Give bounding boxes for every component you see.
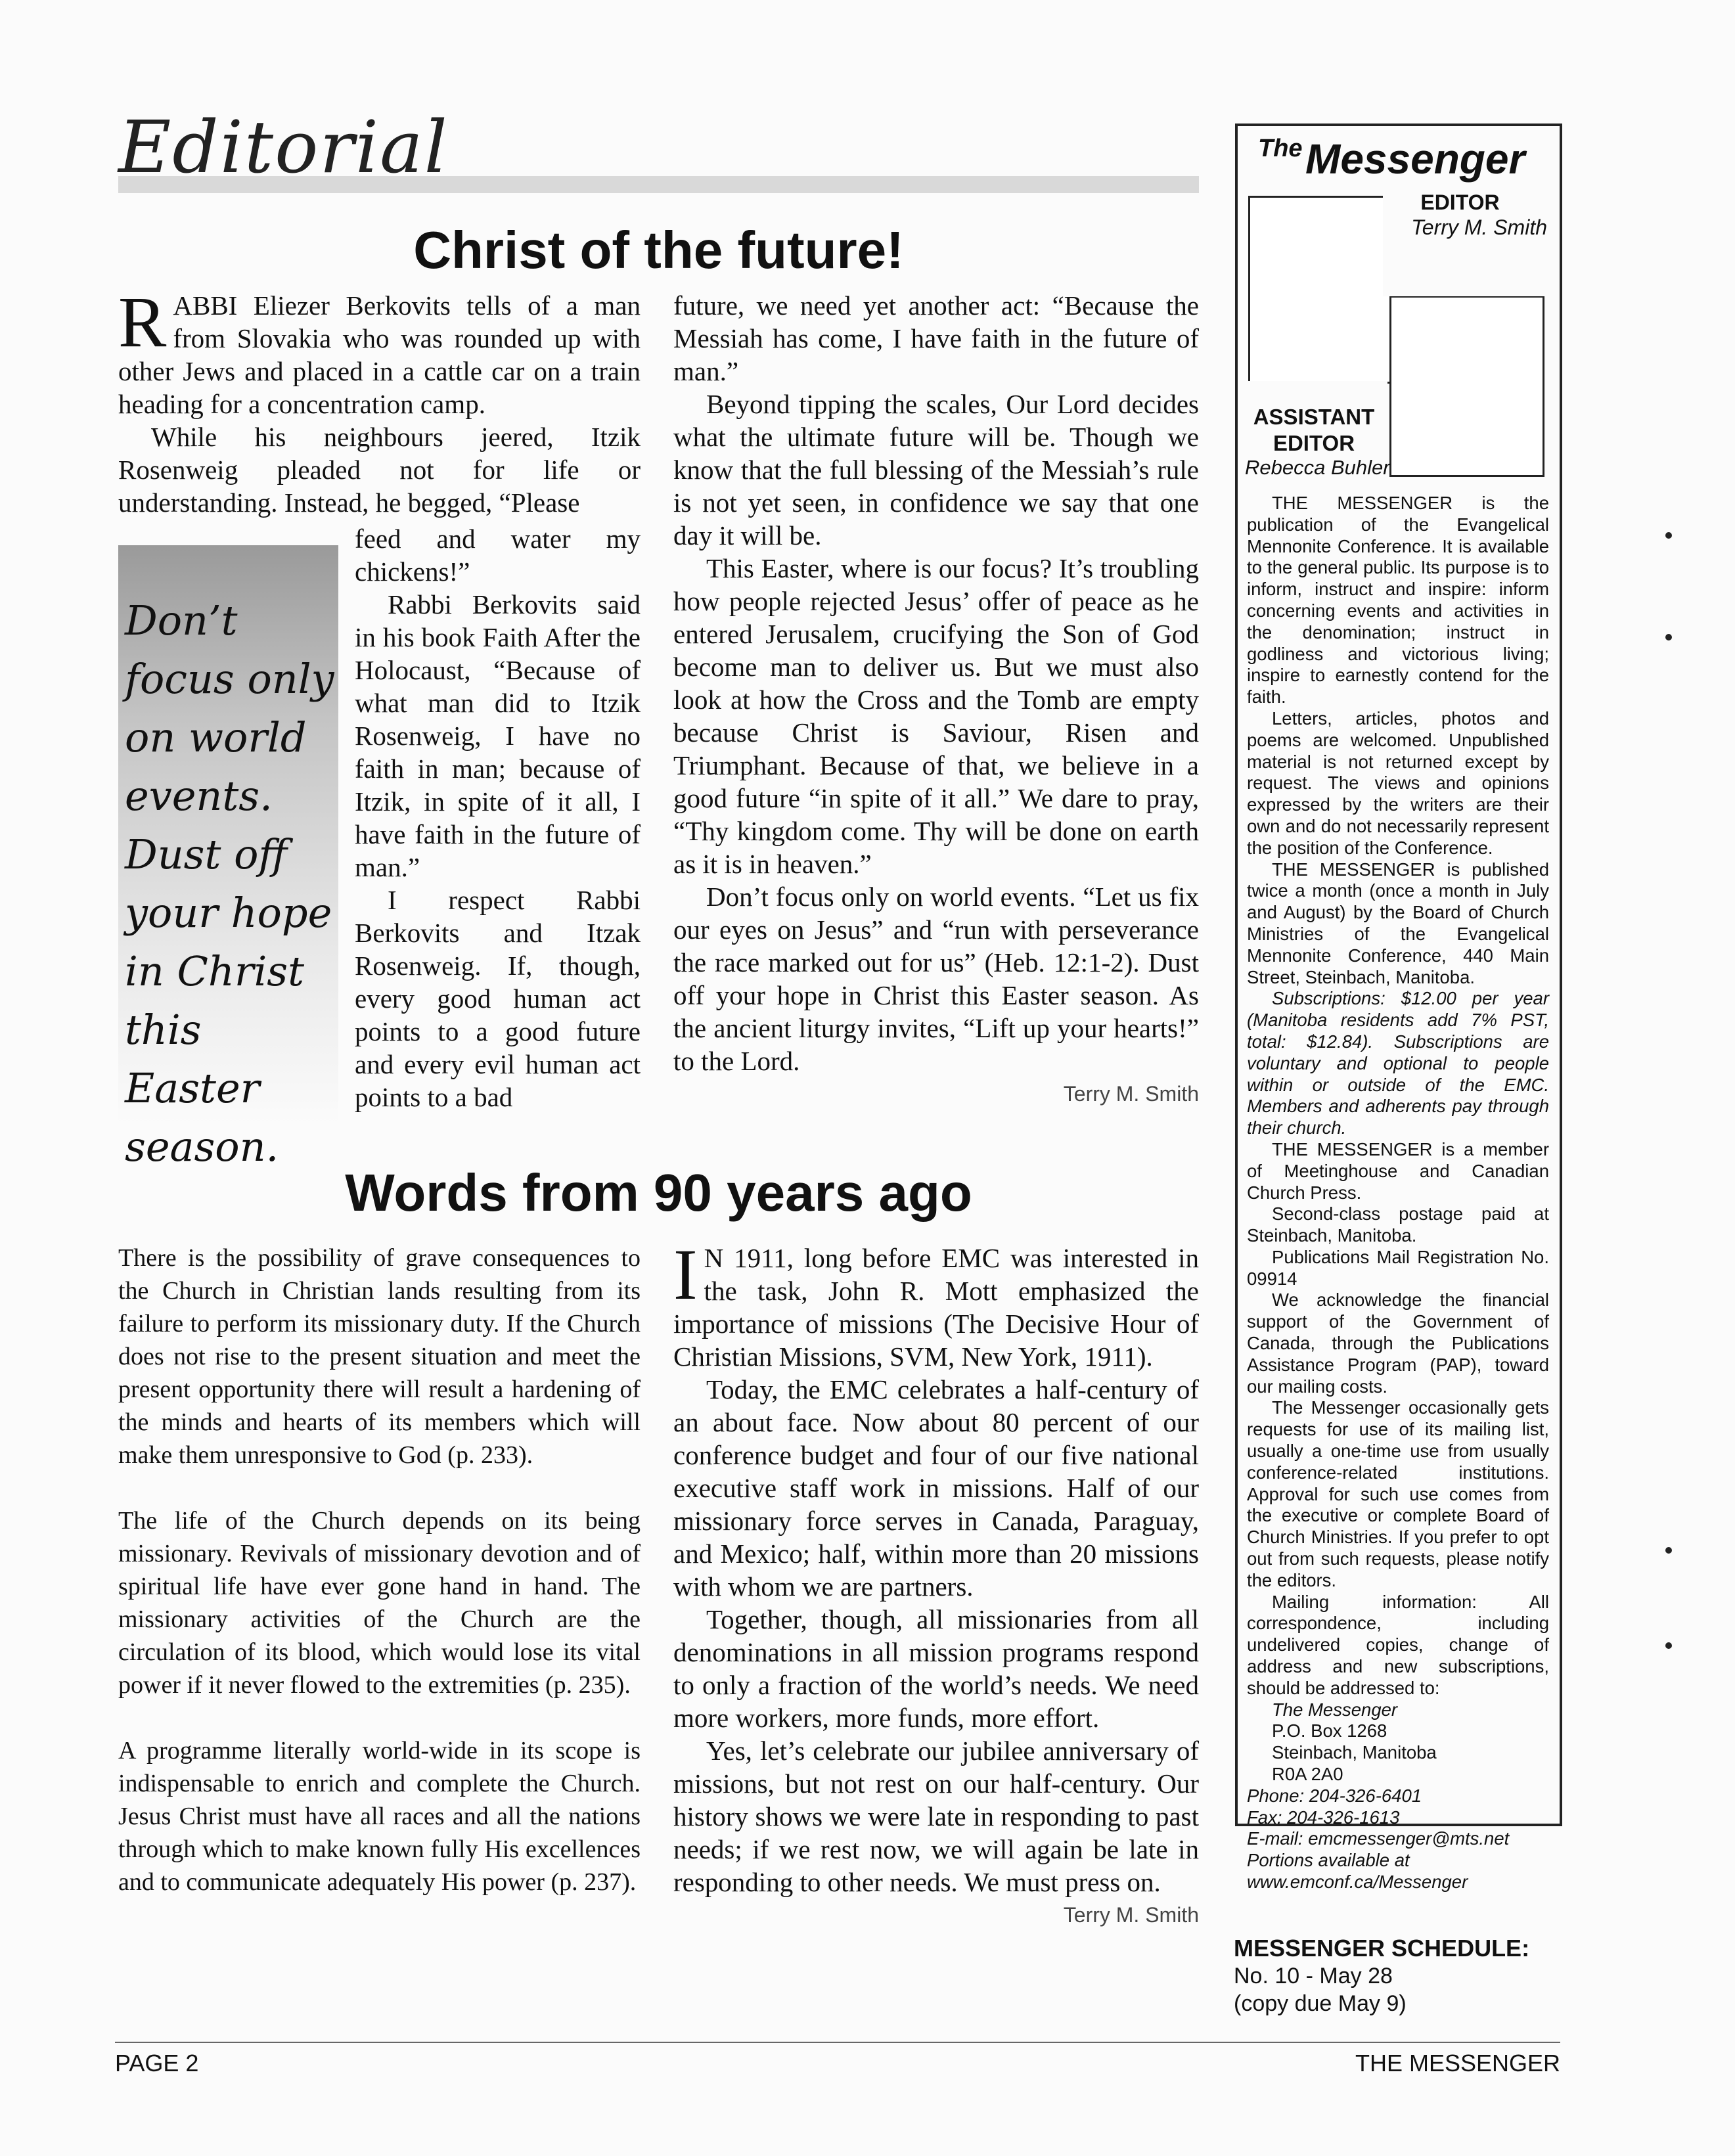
article-inset-column (355, 522, 641, 1113)
author-signature: Terry M. Smith (1063, 1082, 1199, 1106)
margin-mark (1665, 1547, 1672, 1554)
masthead-the: The (1258, 135, 1303, 162)
masthead-paragraph: The Messenger occasionally gets requests for use of its mailing list, usually a one-time use from usually conference-related institutions. Approval for such use comes from the executive or complete Board of Church Ministries. If you prefer to opt out from such requests, please notify the editors. (1247, 1397, 1549, 1590)
masthead-paragraph: THE MESSENGER is published twice a month (once a month in July and August) by the Board of Church Ministries of the Evangelical Mennonite Conference, 440 Main Street, Steinbach, Manitoba. (1247, 859, 1549, 987)
paragraph: Rabbi Berkovits said in his book Faith After the Holocaust, “Because of what man did to Itzik Rosenweig, I have no faith in man; because of Itzik, in spite of it all, I have faith in the future of man.” (355, 589, 641, 882)
article-column-2 (673, 289, 1199, 1110)
quote-paragraph: The life of the Church depends on its being missionary. Revivals of missionary devotion and of spiritual life have ever gone hand in hand. The missionary activities of the Church are the circulation of its blood, which would lose its vital power if it never flowed to the extremities (p. 235). (118, 1507, 641, 1699)
paragraph: N 1911, long before EMC was interested in the task, John R. Mott emphasized the importance of missions (The Decisive Hour of Christian Missions, SVM, New York, 1911). (673, 1243, 1199, 1372)
paragraph: Together, though, all missionaries from all denominations in all mission programs respond to only a fraction of the world’s needs. We need more workers, more funds, more effort. (673, 1604, 1199, 1733)
schedule-issue: No. 10 - May 28 (1234, 1964, 1393, 1988)
paragraph: Today, the EMC celebrates a half-century of an about face. Now about 80 percent of our conference budget and four of our five national executive staff work in missions. Half of our missionary force serves in Canada, Paraguay, and Mexico; half, within more than 20 missions with whom we are partners. (673, 1374, 1199, 1602)
address-line: The Messenger (1272, 1699, 1398, 1720)
schedule-due: (copy due May 9) (1234, 1991, 1407, 2016)
masthead-paragraph: THE MESSENGER is the publication of the Evangelical Mennonite Conference. It is available to the general public. Its purpose is to inform, instruct and inspire: inform concerning events and activities in the denomination; instruct in godliness and victorious living; inspire to earnestly contend for the faith. (1247, 493, 1549, 707)
paragraph: future, we need yet another act: “Because the Messiah has come, I have faith in the future of man.” (673, 290, 1199, 386)
page-number: PAGE 2 (115, 2050, 199, 2077)
section-logo: Editorial (118, 105, 449, 189)
quote-paragraph: A programme literally world-wide in its scope is indispensable to enrich and complete the Church. Jesus Christ must have all races and all the nations through which to make known fully His excellences and to communicate adequately His power (p. 237). (118, 1737, 641, 1896)
article-column-1 (118, 282, 641, 519)
article-column-4 (673, 1234, 1199, 1931)
margin-mark (1665, 1642, 1672, 1649)
margin-mark (1665, 634, 1672, 640)
article-title: Words from 90 years ago (345, 1163, 972, 1222)
masthead-paragraph: Mailing information: All correspondence, including undelivered copies, change of address and new subscriptions, should be addressed to: (1247, 1591, 1549, 1698)
messenger-schedule (1234, 1935, 1529, 2017)
author-signature: Terry M. Smith (1063, 1903, 1199, 1927)
masthead-paragraph: Subscriptions: $12.00 per year (Manitoba residents add 7% PST, total: $12.84). Subscriptions are voluntary and optional to people within or outside of the EMC. Members and adherents pay through their church. (1247, 988, 1549, 1138)
quote-paragraph: There is the possibility of grave consequences to the Church in Christian lands resulting from its failure to perform its missionary duty. If the Church does not rise to the present situation and meet the present opportunity there will result a hardening of the minds and hearts of its members which will make them unresponsive to God (p. 233). (118, 1244, 641, 1469)
website-url: www.emconf.ca/Messenger (1247, 1872, 1468, 1892)
drop-cap: I (673, 1234, 698, 1314)
quote-column (118, 1242, 641, 1931)
address-line: R0A 2A0 (1272, 1764, 1343, 1785)
masthead-title (1258, 135, 1525, 183)
editor-photo (1248, 196, 1393, 384)
masthead-paragraph: Letters, articles, photos and poems are welcomed. Unpublished material is not returned except by request. The views and opinions expressed by the writers are their own and do not necessarily represent the position of the Conference. (1247, 707, 1549, 858)
assistant-editor-name: Rebecca Buhler (1245, 456, 1390, 479)
masthead-paragraph: THE MESSENGER is a member of Meetinghouse and Canadian Church Press. (1247, 1138, 1549, 1203)
masthead-name: Messenger (1305, 135, 1525, 183)
paragraph: ABBI Eliezer Berkovits tells of a man from Slovakia who was rounded up with other Jews and placed in a cattle car on a train heading for a concentration camp. (118, 290, 641, 419)
masthead-paragraph: We acknowledge the financial support of the Government of Canada, through the Publications Assistance Program (PAP), toward our mailing costs. (1247, 1290, 1549, 1397)
assistant-editor-label: ASSISTANT EDITOR (1253, 405, 1375, 455)
paragraph: This Easter, where is our focus? It’s troubling how people rejected Jesus’ offer of peace as he entered Jerusalem, crucifying the Son of God become man to deliver us. But we must also look at how the Cross and the Tomb are empty because Christ is Saviour, Risen and Triumphant. Because of that, we believe in a good future “in spite of it all.” We dare to pray, “Thy kingdom come. Thy will be done on earth as it is in heaven.” (673, 553, 1199, 879)
paragraph: Beyond tipping the scales, Our Lord decides what the ultimate future will be. Though we know that the full blessing of the Messiah’s rule is not yet seen, in confidence we say that one day it will be. (673, 389, 1199, 550)
address-line: Steinbach, Manitoba (1272, 1742, 1437, 1763)
masthead-body (1247, 493, 1549, 1893)
paragraph: Don’t focus only on world events. “Let us fix our eyes on Jesus” and “run with perseverance the race marked out for us” (Heb. 12:1-2). Dust off your hope in Christ this Easter season. As the ancient liturgy invites, “Lift up your hearts!” to the Lord. (673, 882, 1199, 1076)
paragraph: I respect Rabbi Berkovits and Itzak Rosenweig. If, though, every good human act points to a good future and every evil human act points to a bad (355, 885, 641, 1112)
phone-number: Phone: 204-326-6401 (1247, 1785, 1422, 1806)
masthead-paragraph: Second-class postage paid at Steinbach, Manitoba. (1247, 1203, 1549, 1246)
address-line: P.O. Box 1268 (1272, 1720, 1387, 1741)
editor-name: Terry M. Smith (1411, 215, 1547, 239)
assistant-editor-photo (1389, 296, 1544, 477)
schedule-title: MESSENGER SCHEDULE: (1234, 1935, 1530, 1962)
margin-mark (1665, 532, 1672, 539)
email-address: E-mail: emcmessenger@mts.net (1247, 1828, 1510, 1849)
pull-quote: Don’t focus only on world events. Dust off your hope in Christ this Easter season. (125, 596, 334, 1171)
footer-rule (115, 2042, 1560, 2043)
masthead-paragraph: Publications Mail Registration No. 09914 (1247, 1246, 1549, 1289)
publication-name: THE MESSENGER (1355, 2050, 1560, 2077)
editor-label: EDITOR (1420, 191, 1500, 214)
paragraph: Yes, let’s celebrate our jubilee anniversary of missions, but not rest on our half-century. Our history shows we were late in responding to past needs; if we rest now, we will again be late in responding to other needs. We must press on. (673, 1736, 1199, 1897)
paragraph: feed and water my chickens!” (355, 524, 641, 587)
portions-note: Portions available at (1247, 1850, 1410, 1871)
article-title: Christ of the future! (413, 221, 904, 279)
drop-cap: R (118, 282, 167, 362)
paragraph: While his neighbours jeered, Itzik Rosenweig pleaded not for life or understanding. Instead, he begged, “Please (118, 422, 641, 518)
fax-number: Fax: 204-326-1613 (1247, 1807, 1400, 1828)
